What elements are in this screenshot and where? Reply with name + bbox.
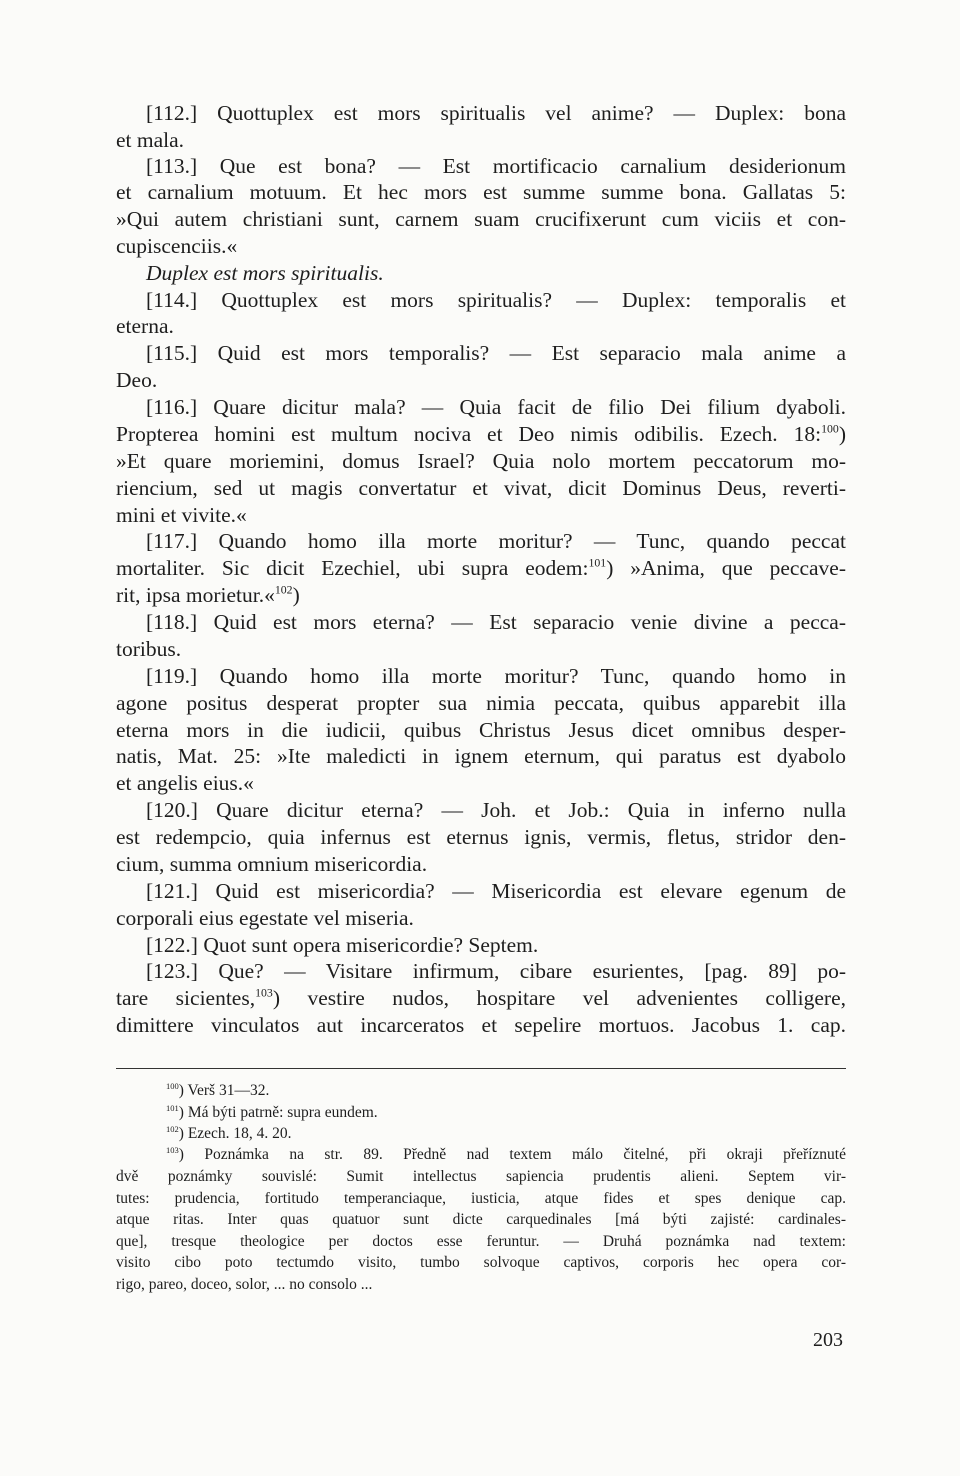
text-segment: visito cibo poto tectumdo visito, tumbo solvoque captivos, corporis hec opera cor- — [116, 1254, 846, 1271]
text-line — [146, 260, 846, 287]
text-segment: natis, Mat. 25: »Ite maledicti in ignem eternum, qui paratus est dyabolo — [116, 744, 846, 768]
page-number: 203 — [813, 1329, 843, 1351]
text-segment: [117.] Quando homo illa morte moritur? — Tunc, quando peccat — [146, 529, 846, 553]
text-segment: [119.] Quando homo illa morte moritur? Tunc, quando homo in — [146, 664, 846, 688]
text-segment: ) — [292, 583, 300, 607]
text-line — [116, 824, 846, 851]
text-line — [146, 340, 846, 367]
text-segment: et carnalium motuum. Et hec mors est summe summe bona. Gallatas 5: — [116, 180, 846, 204]
footnote-line — [116, 1188, 846, 1209]
text-segment: dimittere vinculatos aut incarceratos et sepelire mortuos. Jacobus 1. cap. — [116, 1013, 846, 1037]
text-segment: [122.] Quot sunt opera misericordie? Septem. — [146, 933, 539, 957]
footnote-ref: 103 — [255, 985, 273, 1000]
text-line — [116, 1012, 846, 1039]
text-segment: [114.] Quottuplex est mors spiritualis? — Duplex: temporalis et — [146, 288, 846, 312]
text-line — [116, 555, 846, 582]
text-line — [116, 206, 846, 233]
text-segment: ) Verš 31—32. — [178, 1082, 270, 1099]
text-line — [116, 313, 846, 340]
text-segment: »Et quare moriemini, domus Israel? Quia nolo mortem peccatorum mo- — [116, 449, 846, 473]
text-segment: tutes: prudencia, fortitudo temperanciaque, iusticia, atque fides et spes denique cap. — [116, 1190, 846, 1207]
text-segment: que], tresque theologice per doctos esse feruntur. — Druhá poznámka nad textem: — [116, 1233, 846, 1250]
text-segment: [123.] Que? — Visitare infirmum, cibare esurientes, [pag. 89] po- — [146, 959, 846, 983]
text-segment: ) Má býti patrně: supra eundem. — [178, 1104, 378, 1121]
footnote-line — [166, 1080, 846, 1101]
text-segment: [116.] Quare dicitur mala? — Quia facit de filio Dei filium dyaboli. — [146, 395, 846, 419]
text-segment: et mala. — [116, 128, 185, 152]
footnote-line — [166, 1123, 846, 1144]
text-segment: ) »Anima, que peccave- — [606, 556, 846, 580]
footnote-ref: 101 — [588, 555, 607, 570]
text-line — [146, 932, 846, 959]
footnote-ref: 100 — [166, 1081, 179, 1092]
text-line — [116, 690, 846, 717]
text-line — [146, 663, 846, 690]
text-line — [146, 609, 846, 636]
text-line — [146, 394, 846, 421]
footnote-divider — [116, 1068, 846, 1069]
text-line — [116, 770, 846, 797]
text-segment: Propterea homini est multum nociva et Deo nimis odibilis. Ezech. 18: — [116, 422, 822, 446]
footnote-ref: 103 — [166, 1145, 179, 1156]
text-segment: et angelis eius.« — [116, 771, 254, 795]
text-line — [146, 878, 846, 905]
footnote-line — [116, 1231, 846, 1252]
footnote-ref: 102 — [274, 582, 293, 597]
footnote-line — [116, 1274, 846, 1295]
text-line — [116, 582, 846, 609]
text-segment: est redempcio, quia infernus est eternus ignis, vermis, fletus, stridor den- — [116, 825, 846, 849]
text-line — [146, 153, 846, 180]
text-segment: [121.] Quid est misericordia? — Misericordia est elevare egenum de — [146, 879, 846, 903]
text-segment: Duplex est mors spiritualis. — [146, 261, 384, 285]
text-segment: ) Ezech. 18, 4. 20. — [178, 1125, 292, 1142]
text-segment: mini et vivite.« — [116, 503, 247, 527]
text-segment: eterna mors in die iudicii, quibus Christus Jesus dicet omnibus desper- — [116, 718, 846, 742]
text-line — [146, 528, 846, 555]
footnote-line — [116, 1252, 846, 1273]
text-segment: ) Poznámka na str. 89. Předně nad textem málo čitelné, při okraji přeříznuté — [178, 1146, 846, 1163]
text-segment: cium, summa omnium misericordia. — [116, 852, 428, 876]
text-line — [116, 475, 846, 502]
text-segment: [112.] Quottuplex est mors spiritualis vel anime? — Duplex: bona — [146, 101, 846, 125]
text-segment: »Qui autem christiani sunt, carnem suam crucifixerunt cum viciis et con- — [116, 207, 846, 231]
text-segment: eterna. — [116, 314, 174, 338]
text-segment: [118.] Quid est mors eterna? — Est separacio venie divine a pecca- — [146, 610, 846, 634]
footnote-line — [116, 1166, 846, 1187]
text-line — [116, 233, 846, 260]
text-line — [116, 421, 846, 448]
text-segment: rigo, pareo, doceo, solor, ... no consolo ... — [116, 1276, 373, 1293]
text-segment: Deo. — [116, 368, 158, 392]
text-line — [116, 367, 846, 394]
text-line — [146, 797, 846, 824]
text-segment: ) — [838, 422, 846, 446]
text-segment: rit, ipsa morietur.« — [116, 583, 275, 607]
text-segment: dvě poznámky souvislé: Sumit intellectus sapiencia prudentis alieni. Septem vir- — [116, 1168, 846, 1185]
text-line — [146, 958, 846, 985]
text-segment: ) vestire nudos, hospitare vel advenientes colligere, — [272, 986, 846, 1010]
text-line — [146, 287, 846, 314]
text-segment: toribus. — [116, 637, 182, 661]
text-line — [116, 448, 846, 475]
footnote-ref: 102 — [166, 1124, 179, 1135]
footnote-line — [166, 1102, 846, 1123]
text-segment: riencium, sed ut magis convertatur et vivat, dicit Dominus Deus, reverti- — [116, 476, 846, 500]
text-line — [116, 985, 846, 1012]
text-line — [116, 743, 846, 770]
text-segment: [113.] Que est bona? — Est mortificacio carnalium desiderionum — [146, 154, 846, 178]
text-line — [116, 179, 846, 206]
text-line — [116, 636, 846, 663]
text-line — [116, 717, 846, 744]
text-line — [146, 100, 846, 127]
text-segment: mortaliter. Sic dicit Ezechiel, ubi supra eodem: — [116, 556, 589, 580]
footnote-line — [116, 1209, 846, 1230]
text-line — [116, 127, 846, 154]
text-line — [116, 905, 846, 932]
footnote-line — [166, 1144, 846, 1165]
text-segment: atque ritas. Inter quas quatuor sunt dicte carquedinales [má býti zajisté: cardinales- — [116, 1211, 846, 1228]
text-segment: [120.] Quare dicitur eterna? — Joh. et Job.: Quia in inferno nulla — [146, 798, 846, 822]
text-segment: [115.] Quid est mors temporalis? — Est separacio mala anime a — [146, 341, 846, 365]
footnote-ref: 100 — [821, 421, 839, 436]
text-segment: corporali eius egestate vel miseria. — [116, 906, 414, 930]
text-segment: agone positus desperat propter sua nimia peccata, quibus apparebit illa — [116, 691, 846, 715]
text-segment: tare sicientes, — [116, 986, 256, 1010]
text-line — [116, 502, 846, 529]
text-segment: cupiscenciis.« — [116, 234, 238, 258]
text-line — [116, 851, 846, 878]
footnote-ref: 101 — [166, 1103, 179, 1114]
